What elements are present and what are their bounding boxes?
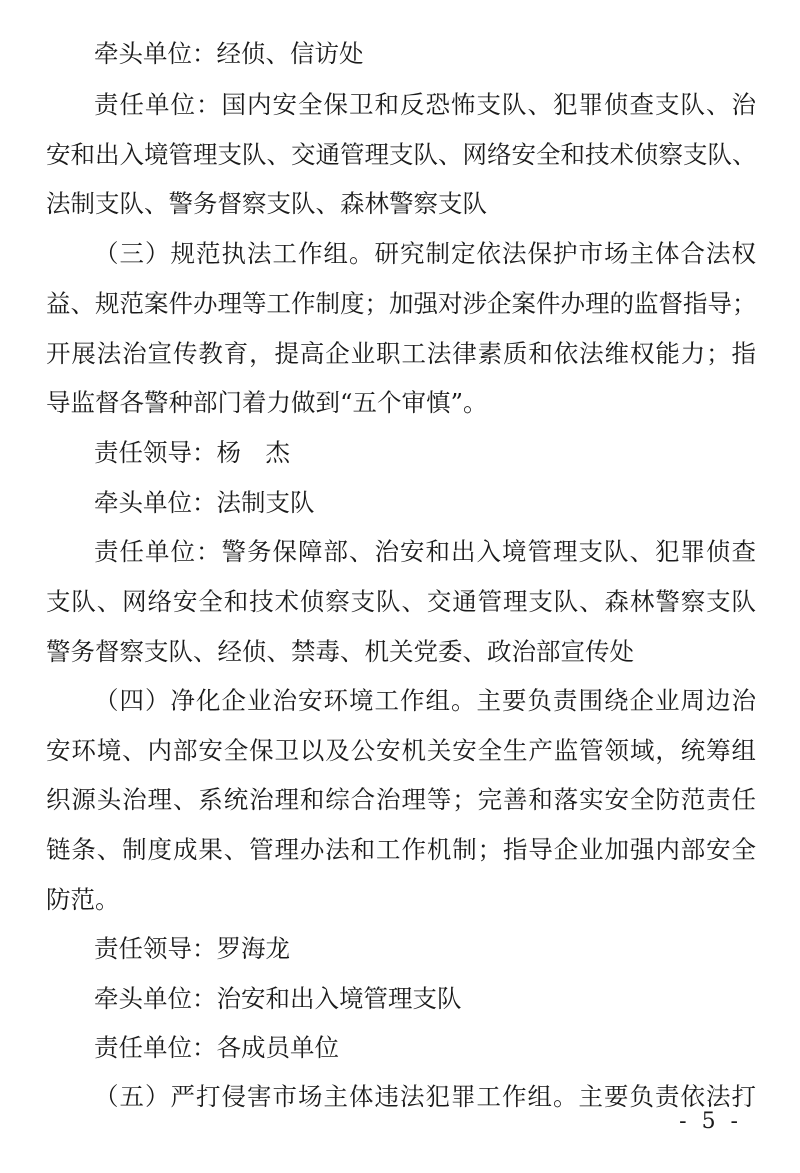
- section-heading-line: （五）严打侵害市场主体违法犯罪工作组。主要负责依法打: [94, 1082, 756, 1111]
- text-line: 安环境、内部安全保卫以及公安机关安全生产监管领域，统筹组: [46, 736, 756, 765]
- text-line: 导监督各警种部门着力做到“五个审慎”。: [46, 388, 488, 417]
- section-heading-line: （四）净化企业治安环境工作组。主要负责围绕企业周边治: [94, 686, 756, 715]
- text-line: 牵头单位：法制支队: [94, 488, 315, 517]
- text-line: 安和出入境管理支队、交通管理支队、网络安全和技术侦察支队、: [46, 140, 757, 169]
- text-line: 益、规范案件办理等工作制度；加强对涉企案件办理的监督指导；: [46, 289, 757, 318]
- text-line: 牵头单位：治安和出入境管理支队: [94, 984, 462, 1013]
- text-line: 防范。: [46, 885, 120, 914]
- text-line: 牵头单位：经侦、信访处: [94, 39, 364, 68]
- text-line: 警务督察支队、经侦、禁毒、机关党委、政治部宣传处: [46, 637, 634, 666]
- page-number: - 5 -: [679, 1109, 742, 1134]
- text-line: 责任单位：警务保障部、治安和出入境管理支队、犯罪侦查: [94, 537, 756, 566]
- text-line: 开展法治宣传教育，提高企业职工法律素质和依法维权能力；指: [46, 339, 756, 368]
- text-line: 责任领导：杨 杰: [94, 438, 290, 467]
- text-line: 责任单位：各成员单位: [94, 1033, 339, 1062]
- text-line: 织源头治理、系统治理和综合治理等；完善和落实安全防范责任: [46, 785, 756, 814]
- text-line: 责任领导：罗海龙: [94, 934, 290, 963]
- text-line: 法制支队、警务督察支队、森林警察支队: [46, 189, 487, 218]
- section-heading-line: （三）规范执法工作组。研究制定依法保护市场主体合法权: [94, 239, 756, 268]
- text-line: 链条、制度成果、管理办法和工作机制；指导企业加强内部安全: [46, 835, 756, 864]
- text-line: 支队、网络安全和技术侦察支队、交通管理支队、森林警察支队: [46, 587, 756, 616]
- text-line: 责任单位：国内安全保卫和反恐怖支队、犯罪侦查支队、治: [94, 90, 756, 119]
